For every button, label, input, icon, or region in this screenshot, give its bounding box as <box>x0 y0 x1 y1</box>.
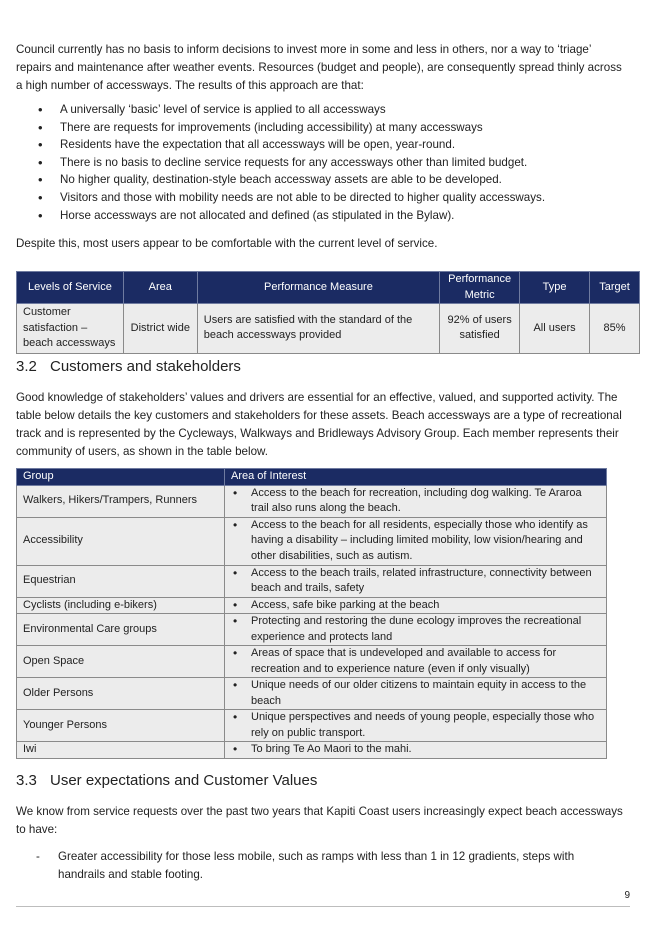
table-row <box>17 710 607 742</box>
cell-type: All users <box>520 304 590 354</box>
header-type: Type <box>520 272 590 304</box>
section-number: 3.2 <box>16 358 37 375</box>
table-row <box>17 678 607 710</box>
cell-group: Younger Persons <box>17 710 225 742</box>
section-heading-3-3 <box>16 771 317 791</box>
list-item: • A universally ‘basic’ level of service is applied to all accessways <box>16 101 616 119</box>
cell-interest: • To bring Te Ao Maori to the mahi. <box>225 742 607 759</box>
header-group: Group <box>17 469 225 486</box>
table-row <box>17 485 607 517</box>
footer-divider <box>16 906 630 907</box>
cell-interest: • Unique needs of our older citizens to maintain equity in access to the beach <box>225 678 607 710</box>
table-row <box>17 565 607 597</box>
cell-group: Accessibility <box>17 517 225 565</box>
cell-group: Open Space <box>17 646 225 678</box>
cell-interest: • Unique perspectives and needs of young people, especially those who rely on public transport. <box>225 710 607 742</box>
stakeholders-table <box>16 468 607 759</box>
table-row <box>17 742 607 759</box>
cell-interest: • Access to the beach trails, related infrastructure, connectivity between beach and trails, safety <box>225 565 607 597</box>
cell-area: District wide <box>123 304 197 354</box>
header-target: Target <box>589 272 639 304</box>
section-title: User expectations and Customer Values <box>50 772 318 789</box>
cell-measure: Users are satisfied with the standard of the beach accessways provided <box>197 304 439 354</box>
cell-interest: • Access to the beach for recreation, including dog walking. Te Araroa trail also runs along the beach. <box>225 485 607 517</box>
cell-group: Older Persons <box>17 678 225 710</box>
cell-level: Customer satisfaction – beach accessways <box>17 304 124 354</box>
section-title: Customers and stakeholders <box>50 358 241 375</box>
cell-target: 85% <box>589 304 639 354</box>
cell-interest: • Access to the beach for all residents, especially those who identify as having a disability – including limited mobility, low vision/hearing and other disabilities, such as autism. <box>225 517 607 565</box>
cell-interest: • Areas of space that is undeveloped and available to access for recreation and to experience nature (even if only visually) <box>225 646 607 678</box>
closing-paragraph: Despite this, most users appear to be comfortable with the current level of service. <box>16 237 438 250</box>
header-area: Area <box>123 272 197 304</box>
list-item: • Horse accessways are not allocated and defined (as stipulated in the Bylaw). <box>16 207 616 225</box>
list-item: • No higher quality, destination-style beach accessway assets are able to be developed. <box>16 171 616 189</box>
cell-group: Environmental Care groups <box>17 614 225 646</box>
cell-interest: • Access, safe bike parking at the beach <box>225 597 607 614</box>
table-header-row <box>17 469 607 486</box>
stakeholders-paragraph: Good knowledge of stakeholders’ values and drivers are essential for an effective, valued, and supported activity. The table below details the key customers and stakeholders for these assets. Beach accessways are a type of recreational track and is represented by the Cycleways, Walkways and Bridleways Advisory Group. Each member represents their community of users, as shown in the table below. <box>16 391 622 458</box>
table-row <box>17 646 607 678</box>
intro-bullet-list <box>16 101 616 224</box>
cell-interest: • Protecting and restoring the dune ecology improves the recreational experience and protects land <box>225 614 607 646</box>
cell-group: Walkers, Hikers/Trampers, Runners <box>17 485 225 517</box>
table-row <box>17 304 640 354</box>
cell-group: Cyclists (including e-bikers) <box>17 597 225 614</box>
header-levels-of-service: Levels of Service <box>17 272 124 304</box>
header-area-of-interest: Area of Interest <box>225 469 607 486</box>
expectation-text: Greater accessibility for those less mobile, such as ramps with less than 1 in 12 gradients, steps with handrails and stable footing. <box>58 850 575 881</box>
cell-group: Iwi <box>17 742 225 759</box>
list-item: • Residents have the expectation that all accessways will be open, year-round. <box>16 136 616 154</box>
service-levels-table <box>16 271 640 354</box>
list-item: • There are requests for improvements (including accessibility) at many accessways <box>16 119 616 137</box>
cell-metric: 92% of users satisfied <box>440 304 520 354</box>
list-item: • Visitors and those with mobility needs are not able to be directed to higher quality accessways. <box>16 189 616 207</box>
header-performance-measure: Performance Measure <box>197 272 439 304</box>
section-heading-3-2 <box>16 357 241 377</box>
expectations-paragraph: We know from service requests over the past two years that Kapiti Coast users increasingly expect beach accessways to have: <box>16 805 623 836</box>
cell-group: Equestrian <box>17 565 225 597</box>
page-number: 9 <box>624 890 630 901</box>
table-row <box>17 597 607 614</box>
dash-marker: - <box>36 850 40 863</box>
header-performance-metric: Performance Metric <box>440 272 520 304</box>
table-header-row <box>17 272 640 304</box>
section-number: 3.3 <box>16 772 37 789</box>
table-row <box>17 517 607 565</box>
list-item: • There is no basis to decline service requests for any accessways other than limited budget. <box>16 154 616 172</box>
intro-paragraph: Council currently has no basis to inform decisions to invest more in some and less in others, nor a way to ‘triage’ repairs and maintenance after weather events. Resources (budget and people), are consequently spread thinly across a high number of accessways. The results of this approach are that: <box>16 43 622 92</box>
table-row <box>17 614 607 646</box>
